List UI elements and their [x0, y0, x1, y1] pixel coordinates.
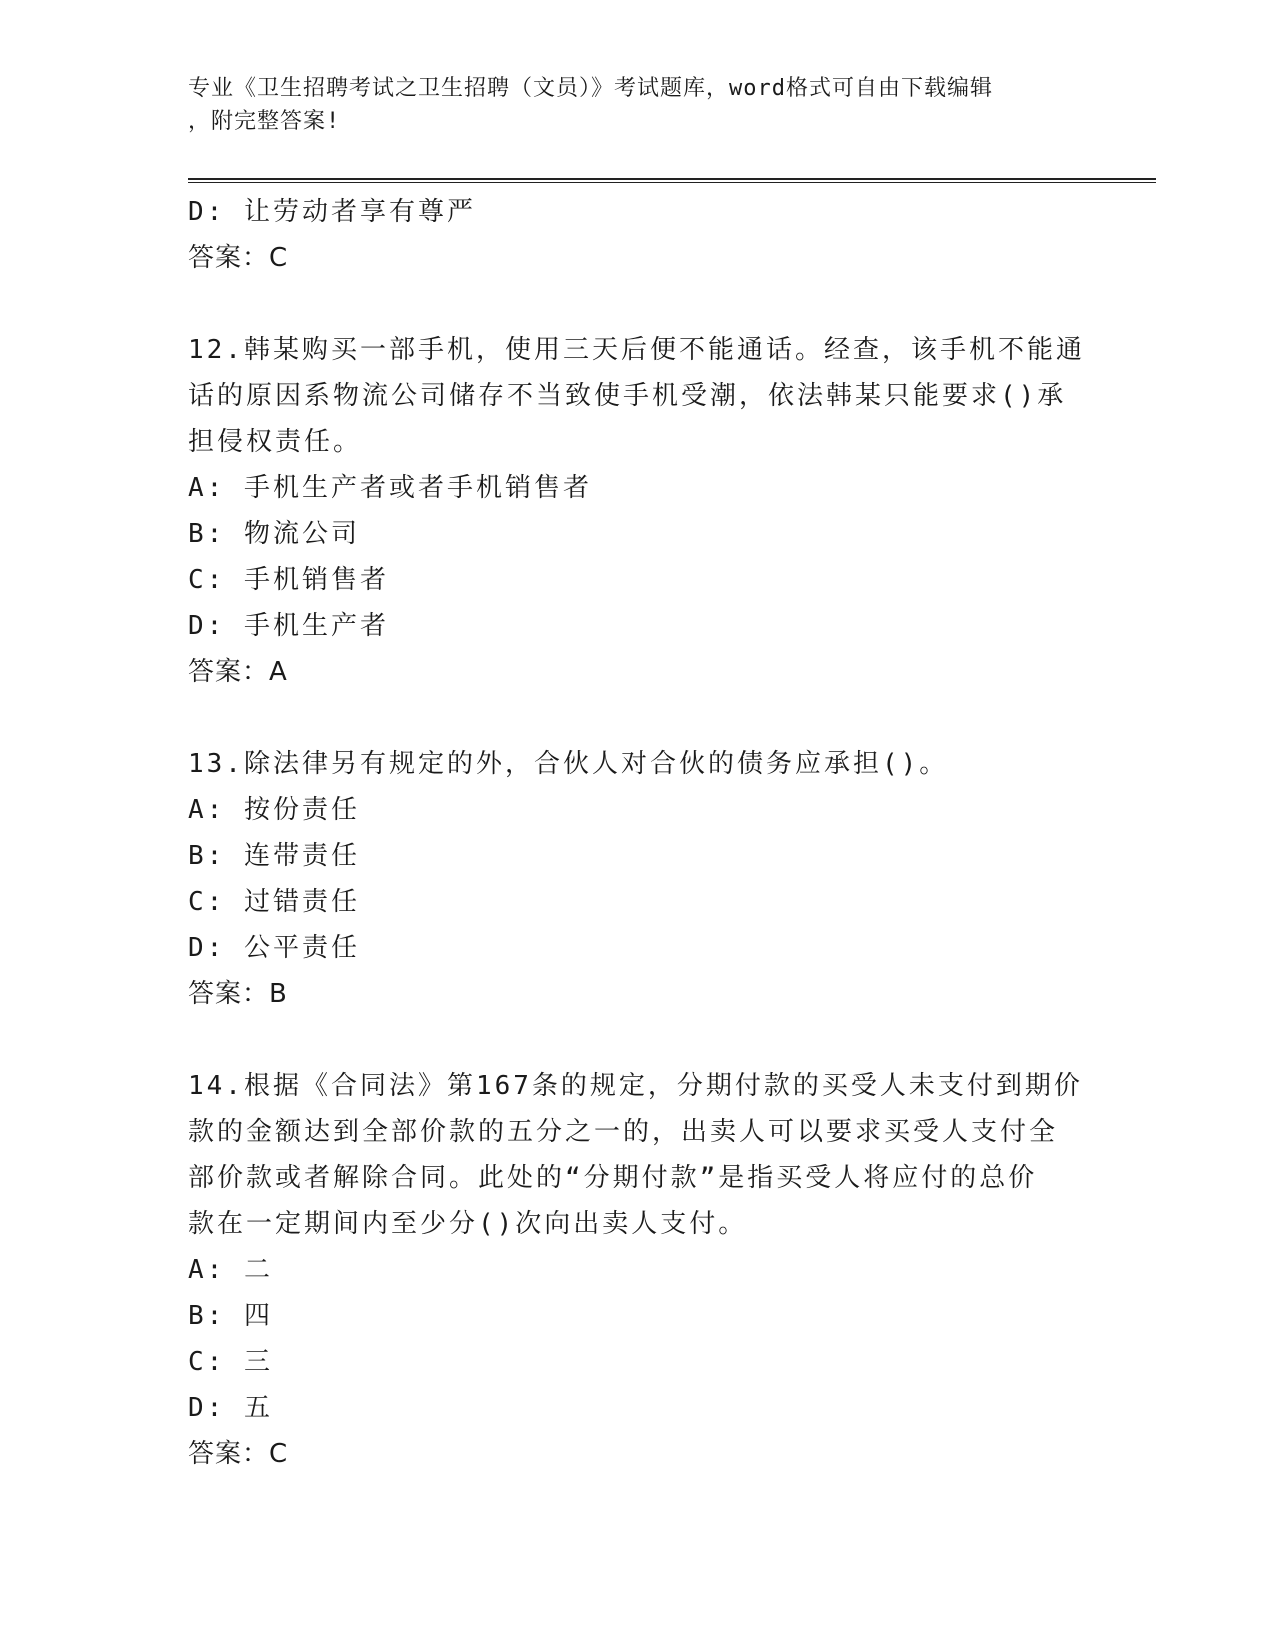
- option-a: A: 二: [188, 1255, 273, 1285]
- spacer: [188, 281, 1088, 327]
- question-14: [188, 1063, 1088, 1477]
- question-stem-line: 担侵权责任。: [188, 427, 363, 457]
- option-a: A: 手机生产者或者手机销售者: [188, 473, 592, 503]
- question-stem-line: 话的原因系物流公司储存不当致使手机受潮，依法韩某只能要求()承: [188, 381, 1067, 411]
- spacer: [188, 695, 1088, 741]
- option-d: D: 五: [188, 1393, 273, 1423]
- option-c: C: 三: [188, 1347, 273, 1377]
- question-stem-line: 部价款或者解除合同。此处的“分期付款”是指买受人将应付的总价: [188, 1163, 1038, 1193]
- option-c: C: 手机销售者: [188, 565, 389, 595]
- header-line-1: 专业《卫生招聘考试之卫生招聘（文员）》考试题库，word格式可自由下载编辑: [188, 76, 993, 101]
- option-b: B: 物流公司: [188, 519, 360, 549]
- question-stem-line: 13.除法律另有规定的外，合伙人对合伙的债务应承担()。: [188, 749, 949, 779]
- question-stem-line: 12.韩某购买一部手机，使用三天后便不能通话。经查，该手机不能通: [188, 335, 1085, 365]
- option-b: B: 四: [188, 1301, 273, 1331]
- spacer: [188, 1017, 1088, 1063]
- question-13: [188, 741, 1088, 1017]
- question-stem-line: 款的金额达到全部价款的五分之一的，出卖人可以要求买受人支付全: [188, 1117, 1059, 1147]
- question-stem-line: 14.根据《合同法》第167条的规定，分期付款的买受人未支付到期价: [188, 1071, 1083, 1101]
- question-stem-line: 款在一定期间内至少分()次向出卖人支付。: [188, 1209, 748, 1239]
- answer-line: 答案：C: [188, 1439, 289, 1469]
- option-d: D: 让劳动者享有尊严: [188, 197, 476, 227]
- header-line-2: ，附完整答案!: [188, 109, 341, 134]
- option-c: C: 过错责任: [188, 887, 360, 917]
- answer-line: 答案：B: [188, 979, 288, 1009]
- option-d: D: 公平责任: [188, 933, 360, 963]
- option-a: A: 按份责任: [188, 795, 360, 825]
- option-b: B: 连带责任: [188, 841, 360, 871]
- option-d: D: 手机生产者: [188, 611, 389, 641]
- document-header: [188, 72, 1068, 138]
- answer-line: 答案：C: [188, 243, 289, 273]
- answer-line: 答案：A: [188, 657, 288, 687]
- question-12: [188, 327, 1088, 695]
- header-divider: [188, 178, 1156, 183]
- question-list: [188, 189, 1088, 1477]
